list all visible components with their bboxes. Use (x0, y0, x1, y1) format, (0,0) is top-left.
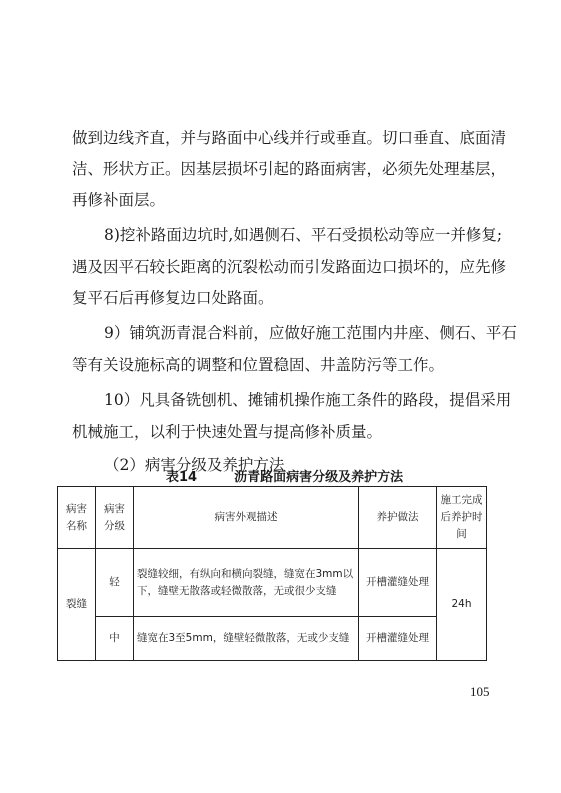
body-line-5: 遇及因平石较长距离的沉裂松动而引发路面边口损坏的，应先修 (72, 258, 507, 276)
table-title: 沥青路面病害分级及养护方法 (234, 470, 404, 485)
description-cell: 裂缝较细，有纵向和横向裂缝，缝宽在3mm以下，缝壁无散落或轻微散落，无或很少支缝 (134, 549, 359, 617)
table-number: 表14 (166, 470, 198, 485)
table-row (58, 617, 487, 661)
table-row (58, 549, 487, 617)
disease-table (57, 486, 487, 661)
body-line-10: 机械施工，以利于快速处置与提高修补质量。 (72, 423, 383, 441)
body-line-1: 做到边线齐直，并与路面中心线并行或垂直。切口垂直、底面清 (72, 129, 507, 147)
section-heading: （2）病害分级及养护方法 (104, 456, 285, 474)
page-number: 105 (470, 684, 490, 699)
body-line-8: 等有关设施标高的调整和位置稳固、井盖防污等工作。 (72, 356, 445, 374)
body-line-6: 复平石后再修复边口处路面。 (72, 289, 274, 307)
body-line-4: 8)挖补路面边坑时,如遇侧石、平石受损松动等应一并修复; (104, 226, 503, 244)
description-cell: 缝宽在3至5mm，缝壁轻微散落，无或少支缝 (134, 617, 359, 661)
curing-time-cell: 24h (437, 549, 487, 661)
header-method: 养护做法 (359, 487, 437, 549)
body-line-2: 洁、形状方正。因基层损坏引起的路面病害，必须先处理基层， (72, 160, 507, 178)
body-line-7: 9）铺筑沥青混合料前，应做好施工范围内井座、侧石、平石 (104, 324, 517, 342)
body-line-9: 10）凡具备铣刨机、摊铺机操作施工条件的路段，提倡采用 (104, 391, 512, 409)
method-cell: 开槽灌缝处理 (359, 549, 437, 617)
header-disease-name: 病害名称 (58, 487, 96, 549)
level-cell: 轻 (96, 549, 134, 617)
header-description: 病害外观描述 (134, 487, 359, 549)
body-line-3: 再修补面层。 (72, 191, 166, 209)
disease-name-cell: 裂缝 (58, 549, 96, 661)
method-cell: 开槽灌缝处理 (359, 617, 437, 661)
table-caption (166, 466, 403, 485)
header-curing-time: 施工完成后养护时间 (437, 487, 487, 549)
level-cell: 中 (96, 617, 134, 661)
header-disease-level: 病害分级 (96, 487, 134, 549)
table-header-row (58, 487, 487, 549)
